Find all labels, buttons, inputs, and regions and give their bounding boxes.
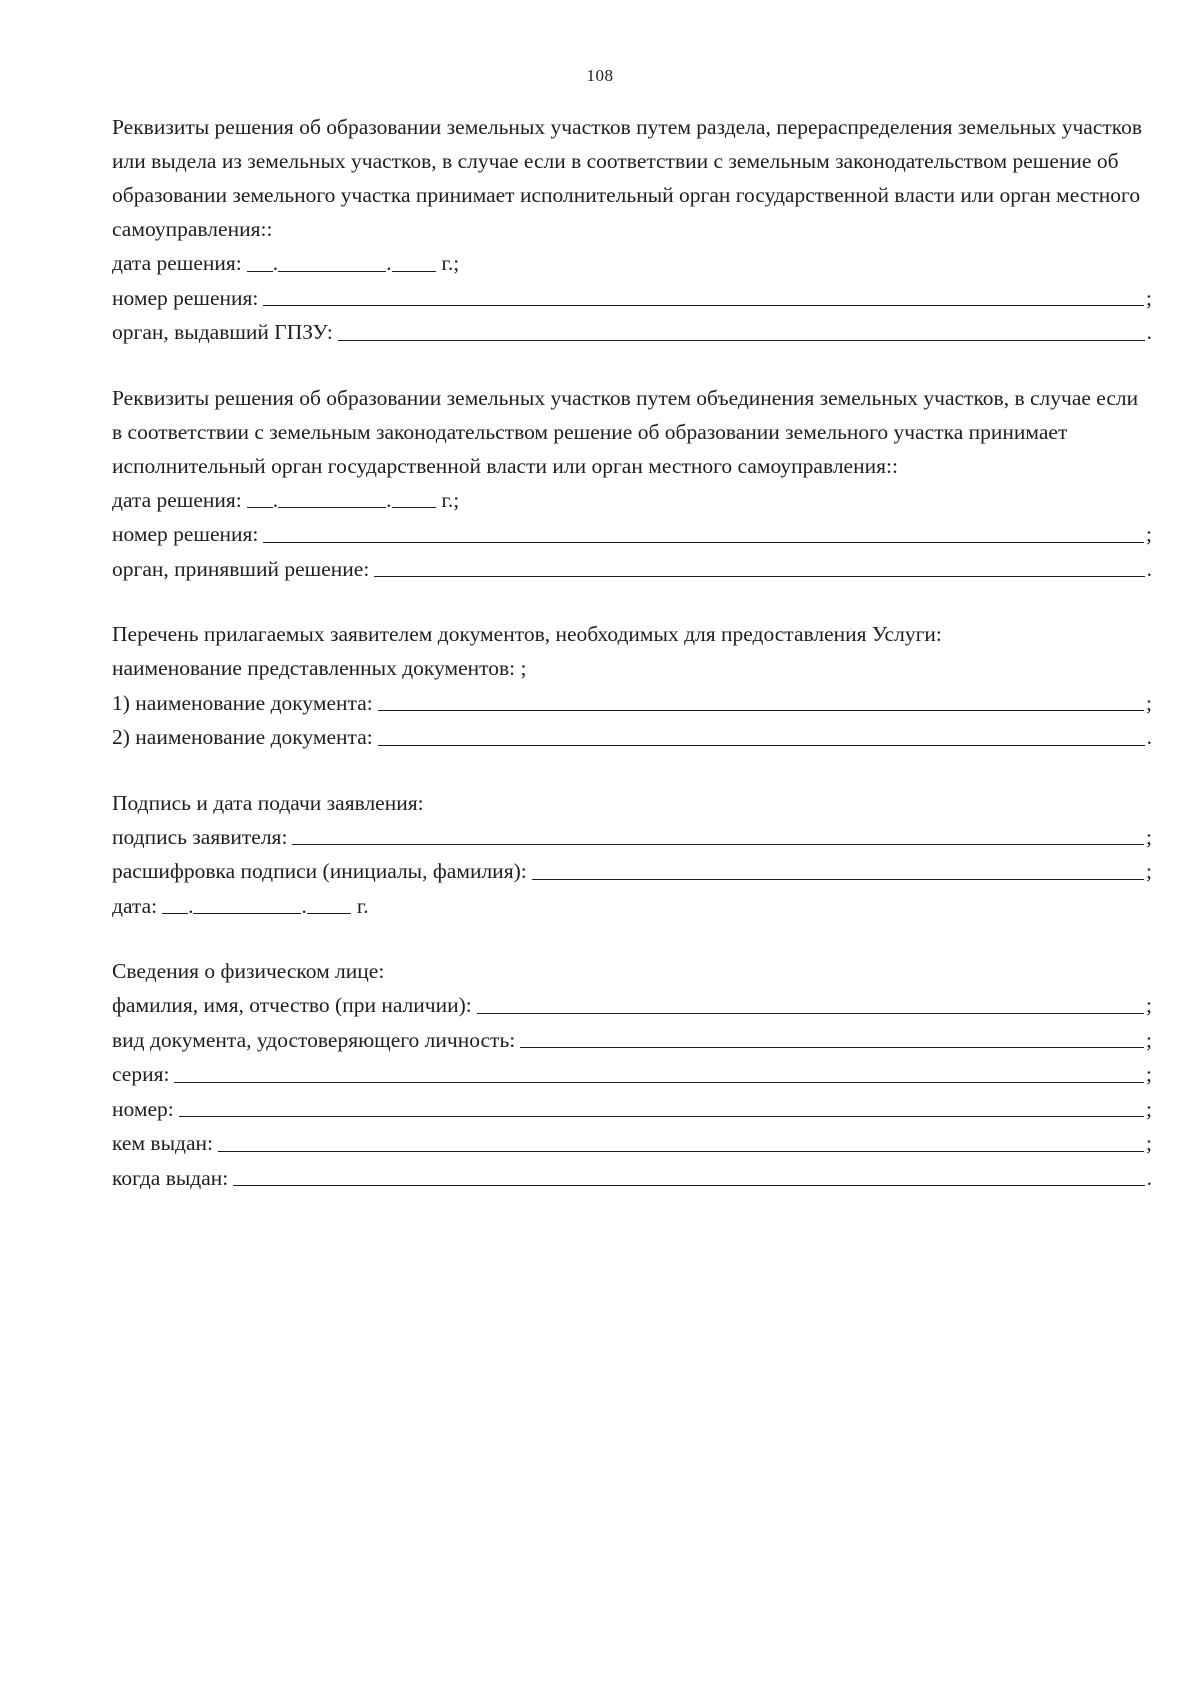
year-blank[interactable] <box>392 270 436 272</box>
field-label: подпись заявителя: <box>112 824 288 849</box>
series-field <box>112 1057 1152 1092</box>
signature-decode-field <box>112 854 1152 889</box>
field-label: фамилия, имя, отчество (при наличии): <box>112 993 472 1017</box>
issue-date-field <box>112 1161 1152 1196</box>
field-end: . <box>1146 725 1152 749</box>
section-heading: Реквизиты решения об образовании земельных участков путем раздела, перераспределения земельных участков или выдела из земельных участков, в случае если в соответствии с земельным законодательством решение об образовании земельного участка принимает исполнительный орган государственной власти или орган местного самоуправления:: <box>112 115 1143 241</box>
id-document-type-field <box>112 1023 1152 1058</box>
field-label: расшифровка подписи (инициалы, фамилия): <box>112 859 527 883</box>
field-end: ; <box>1146 1131 1152 1155</box>
field-label: дата решения: <box>112 487 242 512</box>
field-label: орган, выдавший ГПЗУ: <box>112 320 333 344</box>
page-number: 108 <box>586 66 614 85</box>
field-end: ; <box>1146 1027 1152 1052</box>
month-blank[interactable] <box>278 506 386 508</box>
documents-names-line: наименование представленных документов: ; <box>112 656 527 680</box>
field-label: кем выдан: <box>112 1131 213 1155</box>
field-label: орган, принявший решение: <box>112 556 370 581</box>
document-2-blank[interactable] <box>378 744 1145 746</box>
section-split-decision <box>112 110 1152 350</box>
deciding-organ-field <box>112 552 1152 587</box>
field-label: номер: <box>112 1096 174 1121</box>
section-attached-documents <box>112 617 1152 755</box>
full-name-blank[interactable] <box>477 1012 1144 1014</box>
field-label: серия: <box>112 1062 170 1086</box>
section-signature <box>112 786 1152 924</box>
submission-date-field: дата: . . г. <box>112 889 1152 924</box>
deciding-organ-blank[interactable] <box>374 575 1144 577</box>
full-name-field <box>112 988 1152 1023</box>
field-end: ; <box>1146 285 1152 310</box>
applicant-signature-blank[interactable] <box>292 843 1144 845</box>
date-suffix: г.; <box>441 251 460 275</box>
day-blank[interactable] <box>247 270 273 272</box>
field-label: вид документа, удостоверяющего личность: <box>112 1027 516 1052</box>
field-label: номер решения: <box>112 285 259 310</box>
decision-number-field <box>112 517 1152 552</box>
field-label: номер решения: <box>112 522 259 546</box>
decision-number-field <box>112 281 1152 316</box>
signature-decode-blank[interactable] <box>532 878 1144 880</box>
field-label: дата: <box>112 893 158 918</box>
date-suffix: г. <box>356 893 369 918</box>
document-1-blank[interactable] <box>378 709 1144 711</box>
field-label: дата решения: <box>112 251 242 275</box>
field-end: ; <box>1146 824 1152 849</box>
document-1-field <box>112 686 1152 721</box>
field-label: 1) наименование документа: <box>112 690 373 715</box>
field-end: ; <box>1146 1096 1152 1121</box>
field-label: 2) наименование документа: <box>112 725 373 749</box>
day-blank[interactable] <box>162 912 188 914</box>
day-blank[interactable] <box>247 506 273 508</box>
applicant-signature-field <box>112 820 1152 855</box>
field-end: ; <box>1146 1062 1152 1086</box>
field-end: ; <box>1146 993 1152 1017</box>
month-blank[interactable] <box>193 912 301 914</box>
section-heading: Перечень прилагаемых заявителем документов, необходимых для предоставления Услуги: <box>112 622 942 646</box>
section-heading: Сведения о физическом лице: <box>112 959 385 983</box>
field-end: ; <box>1146 690 1152 715</box>
form-content <box>112 110 1152 1226</box>
section-heading: Подпись и дата подачи заявления: <box>112 790 424 815</box>
decision-number-blank[interactable] <box>263 304 1144 306</box>
date-suffix: г.; <box>441 487 460 512</box>
issued-by-field <box>112 1126 1152 1161</box>
field-end: . <box>1146 1165 1152 1190</box>
field-end: ; <box>1146 859 1152 883</box>
year-blank[interactable] <box>307 912 351 914</box>
section-heading: Реквизиты решения об образовании земельных участков путем объединения земельных участков, в случае если в соответствии с земельным законодательством решение об образовании земельного участка принимает исполнительный орган государственной власти или орган местного самоуправления:: <box>112 385 1139 478</box>
field-end: . <box>1146 556 1152 581</box>
issuing-organ-blank[interactable] <box>338 339 1145 341</box>
decision-number-blank[interactable] <box>263 541 1144 543</box>
month-blank[interactable] <box>278 270 386 272</box>
field-end: ; <box>1146 522 1152 546</box>
field-end: . <box>1146 320 1152 344</box>
decision-date-field: дата решения: . . г.; <box>112 246 1152 281</box>
number-blank[interactable] <box>179 1115 1144 1117</box>
issued-by-blank[interactable] <box>218 1150 1144 1152</box>
issue-date-blank[interactable] <box>233 1184 1144 1186</box>
series-blank[interactable] <box>174 1081 1144 1083</box>
section-merge-decision <box>112 381 1152 587</box>
id-document-type-blank[interactable] <box>520 1046 1144 1048</box>
decision-date-field: дата решения: . . г.; <box>112 483 1152 518</box>
issuing-organ-field <box>112 315 1152 350</box>
document-2-field <box>112 720 1152 755</box>
year-blank[interactable] <box>392 506 436 508</box>
section-person-info <box>112 954 1152 1195</box>
field-label: когда выдан: <box>112 1165 229 1190</box>
number-field <box>112 1092 1152 1127</box>
